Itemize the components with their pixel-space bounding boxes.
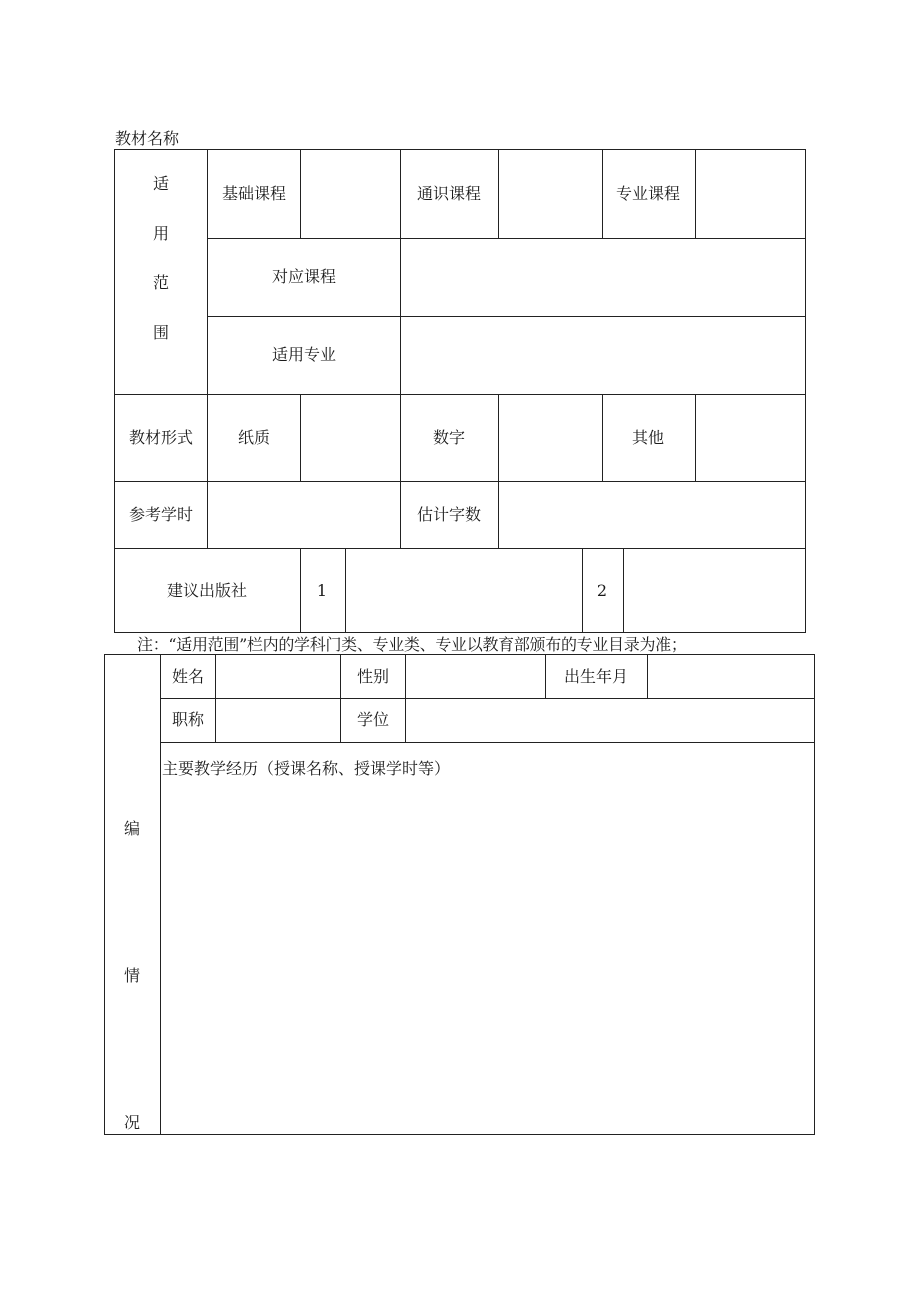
digital-label: 数字 — [432, 428, 466, 447]
author-side-label-char: 编 — [123, 819, 141, 838]
reference-hours-field[interactable] — [208, 482, 400, 548]
reference-hours-label: 参考学时 — [128, 505, 194, 524]
scope-note: 注：“适用范围”栏内的学科门类、专业类、专业以教育部颁布的专业目录为准； — [137, 635, 687, 654]
professional-title-label: 职称 — [171, 710, 205, 729]
general-course-field[interactable] — [499, 150, 602, 238]
corresponding-course-field[interactable] — [401, 239, 805, 316]
birth-date-label: 出生年月 — [563, 667, 629, 686]
suggested-publisher-label: 建议出版社 — [166, 581, 248, 600]
paper-label: 纸质 — [237, 428, 271, 447]
scope-label-char: 围 — [152, 323, 170, 342]
textbook-name-label: 教材名称 — [115, 129, 180, 148]
publisher-2-field[interactable] — [624, 549, 805, 632]
name-label: 姓名 — [171, 667, 205, 686]
gender-label: 性别 — [356, 667, 390, 686]
corresponding-course-label: 对应课程 — [271, 267, 337, 286]
author-side-label-char: 况 — [123, 1113, 141, 1132]
applicable-major-label: 适用专业 — [271, 345, 337, 364]
birth-date-field[interactable] — [648, 655, 814, 698]
degree-label: 学位 — [356, 710, 390, 729]
publisher-1-label: 1 — [316, 581, 328, 600]
teaching-experience-field[interactable] — [161, 782, 814, 1134]
publisher-2-label: 2 — [596, 581, 608, 600]
other-field[interactable] — [696, 395, 805, 481]
degree-field[interactable] — [406, 699, 814, 742]
scope-label-char: 适 — [152, 174, 170, 193]
general-course-label: 通识课程 — [416, 184, 482, 203]
estimated-words-field[interactable] — [499, 482, 805, 548]
name-field[interactable] — [216, 655, 340, 698]
paper-field[interactable] — [301, 395, 400, 481]
scope-label-char: 范 — [152, 273, 170, 292]
textbook-form-label: 教材形式 — [128, 428, 194, 447]
author-side-label-char: 情 — [123, 966, 141, 985]
other-label: 其他 — [631, 428, 665, 447]
teaching-experience-label: 主要教学经历（授课名称、授课学时等） — [162, 759, 451, 778]
basic-course-label: 基础课程 — [221, 184, 287, 203]
publisher-1-field[interactable] — [346, 549, 582, 632]
estimated-words-label: 估计字数 — [416, 505, 482, 524]
basic-course-field[interactable] — [301, 150, 400, 238]
major-course-label: 专业课程 — [615, 184, 681, 203]
digital-field[interactable] — [499, 395, 602, 481]
scope-label-char: 用 — [152, 224, 170, 243]
major-course-field[interactable] — [696, 150, 805, 238]
professional-title-field[interactable] — [216, 699, 340, 742]
gender-field[interactable] — [406, 655, 545, 698]
applicable-major-field[interactable] — [401, 317, 805, 394]
